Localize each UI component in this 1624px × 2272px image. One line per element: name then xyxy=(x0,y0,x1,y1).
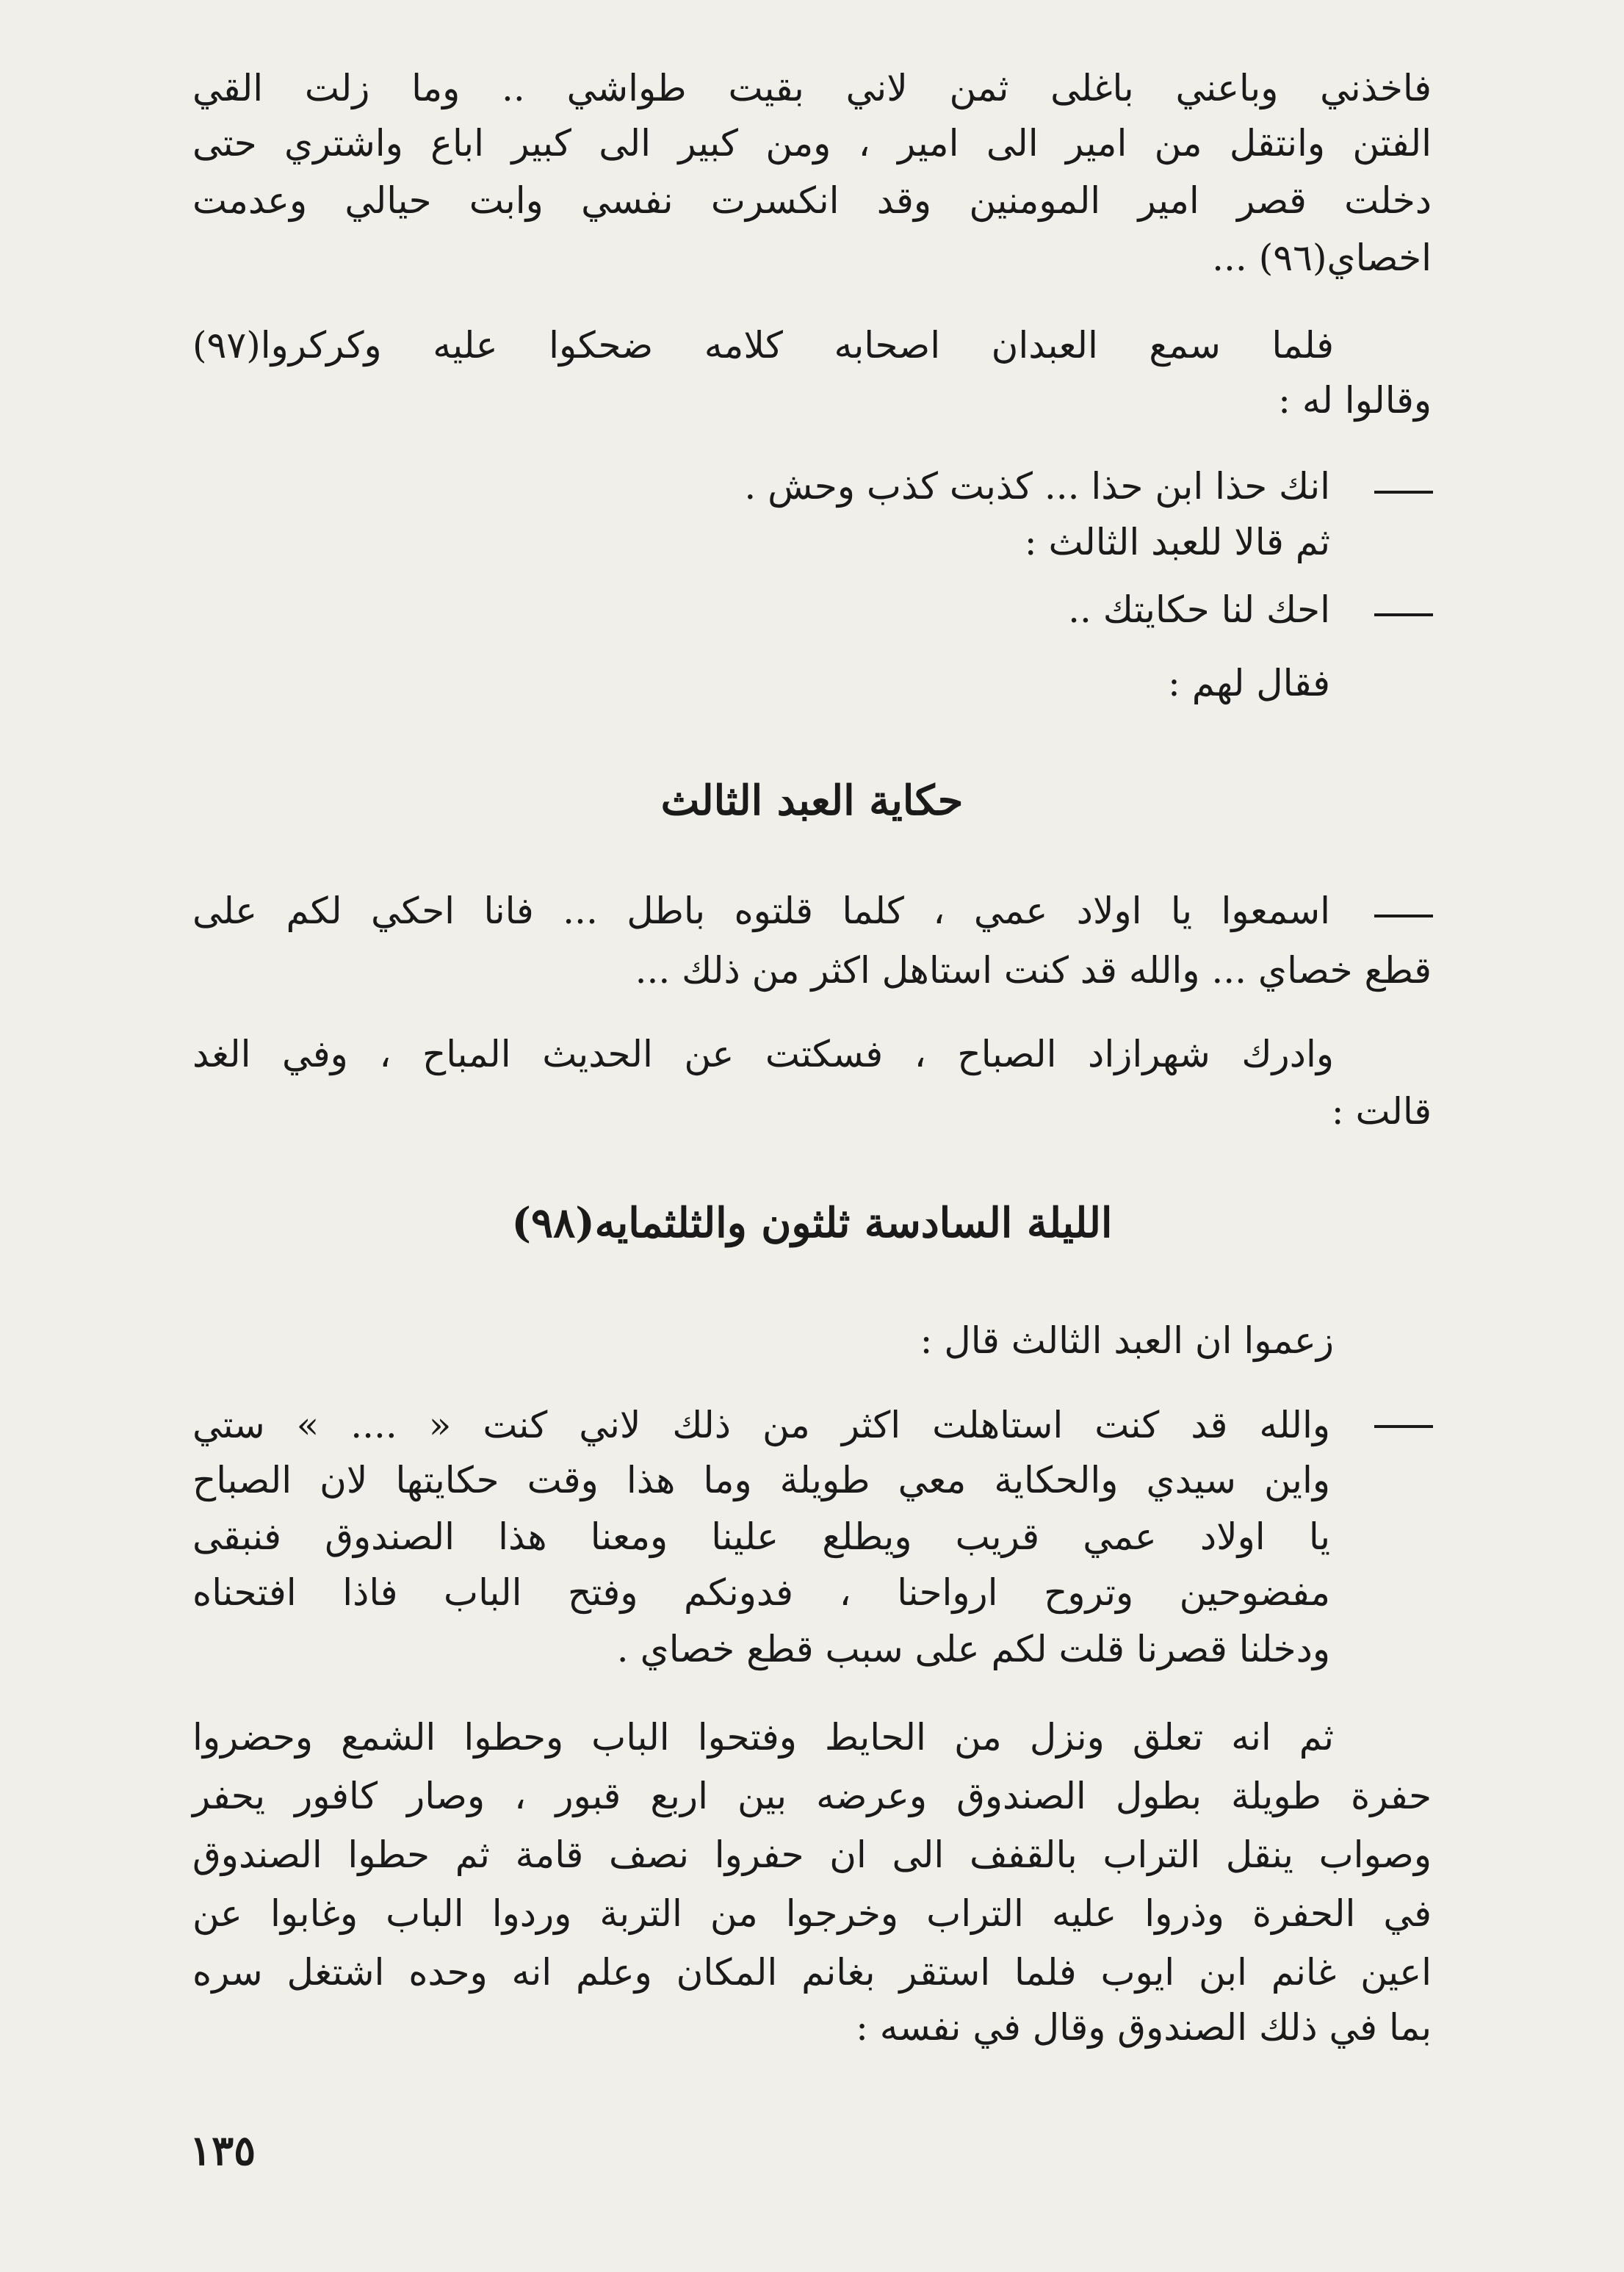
text-line: الفتن وانتقل من امير الى امير ، ومن كبير الى كبير اباع واشتري حتى xyxy=(192,122,1432,165)
text-line: اخصاي(٩٦) ... xyxy=(1212,237,1432,279)
page-number: ١٣٥ xyxy=(190,2127,256,2175)
text-line: حفرة طويلة بطول الصندوق وعرضه بين اربع قبور ، وصار كافور يحفر xyxy=(192,1775,1432,1817)
text-line: وصواب ينقل التراب بالقفف الى ان حفروا نصف قامة ثم حطوا الصندوق xyxy=(192,1833,1432,1876)
text-line: زعموا ان العبد الثالث قال : xyxy=(920,1319,1334,1362)
text-line: وقالوا له : xyxy=(1278,379,1432,422)
text-line: ثم انه تعلق ونزل من الحايط وفتحوا الباب وحطوا الشمع وحضروا xyxy=(192,1716,1334,1759)
text-line: ودخلنا قصرنا قلت لكم على سبب قطع خصاي . xyxy=(616,1628,1330,1670)
text-line: دخلت قصر امير المومنين وقد انكسرت نفسي وابت حيالي وعدمت xyxy=(192,179,1432,222)
section-heading: حكاية العبد الثالث xyxy=(660,776,964,825)
text-line: مفضوحين وتروح ارواحنا ، فدونكم وفتح الباب فاذا افتحناه xyxy=(192,1571,1330,1614)
text-line: في الحفرة وذروا عليه التراب وخرجوا من التربة وردوا الباب وغابوا عن xyxy=(192,1892,1432,1935)
text-line: بما في ذلك الصندوق وقال في نفسه : xyxy=(856,2006,1432,2049)
dialogue-dash xyxy=(1374,613,1433,616)
text-line: فاخذني وباعني باغلى ثمن لاني بقيت طواشي .. وما زلت القي xyxy=(192,67,1432,109)
text-line: والله قد كنت استاهلت اكثر من ذلك لاني كنت « .... » ستي xyxy=(192,1404,1330,1446)
text-line: اعين غانم ابن ايوب فلما استقر بغانم المكان وعلم انه وحده اشتغل سره xyxy=(192,1951,1432,1994)
text-line: احك لنا حكايتك .. xyxy=(1068,588,1330,631)
text-line: انك حذا ابن حذا ... كذبت كذب وحش . xyxy=(744,465,1330,508)
text-line: قطع خصاي ... والله قد كنت استاهل اكثر من ذلك ... xyxy=(635,949,1432,992)
dialogue-dash xyxy=(1374,915,1433,917)
dialogue-dash xyxy=(1374,1425,1433,1428)
text-line: وادرك شهرازاد الصباح ، فسكتت عن الحديث المباح ، وفي الغد xyxy=(192,1033,1334,1075)
text-line: يا اولاد عمي قريب ويطلع علينا ومعنا هذا الصندوق فنبقى xyxy=(192,1515,1330,1558)
dialogue-dash xyxy=(1374,491,1433,494)
text-line: فلما سمع العبدان اصحابه كلامه ضحكوا عليه وكركروا(٩٧) xyxy=(192,324,1334,367)
text-line: فقال لهم : xyxy=(1168,662,1330,704)
text-line: اسمعوا يا اولاد عمي ، كلما قلتوه باطل ... فانا احكي لكم على xyxy=(192,890,1330,932)
text-line: واين سيدي والحكاية معي طويلة وما هذا وقت حكايتها لان الصباح xyxy=(192,1459,1330,1501)
text-line: ثم قالا للعبد الثالث : xyxy=(1024,521,1330,563)
section-heading: الليلة السادسة ثلثون والثلثمايه(٩٨) xyxy=(511,1199,1113,1247)
text-line: قالت : xyxy=(1331,1090,1432,1133)
